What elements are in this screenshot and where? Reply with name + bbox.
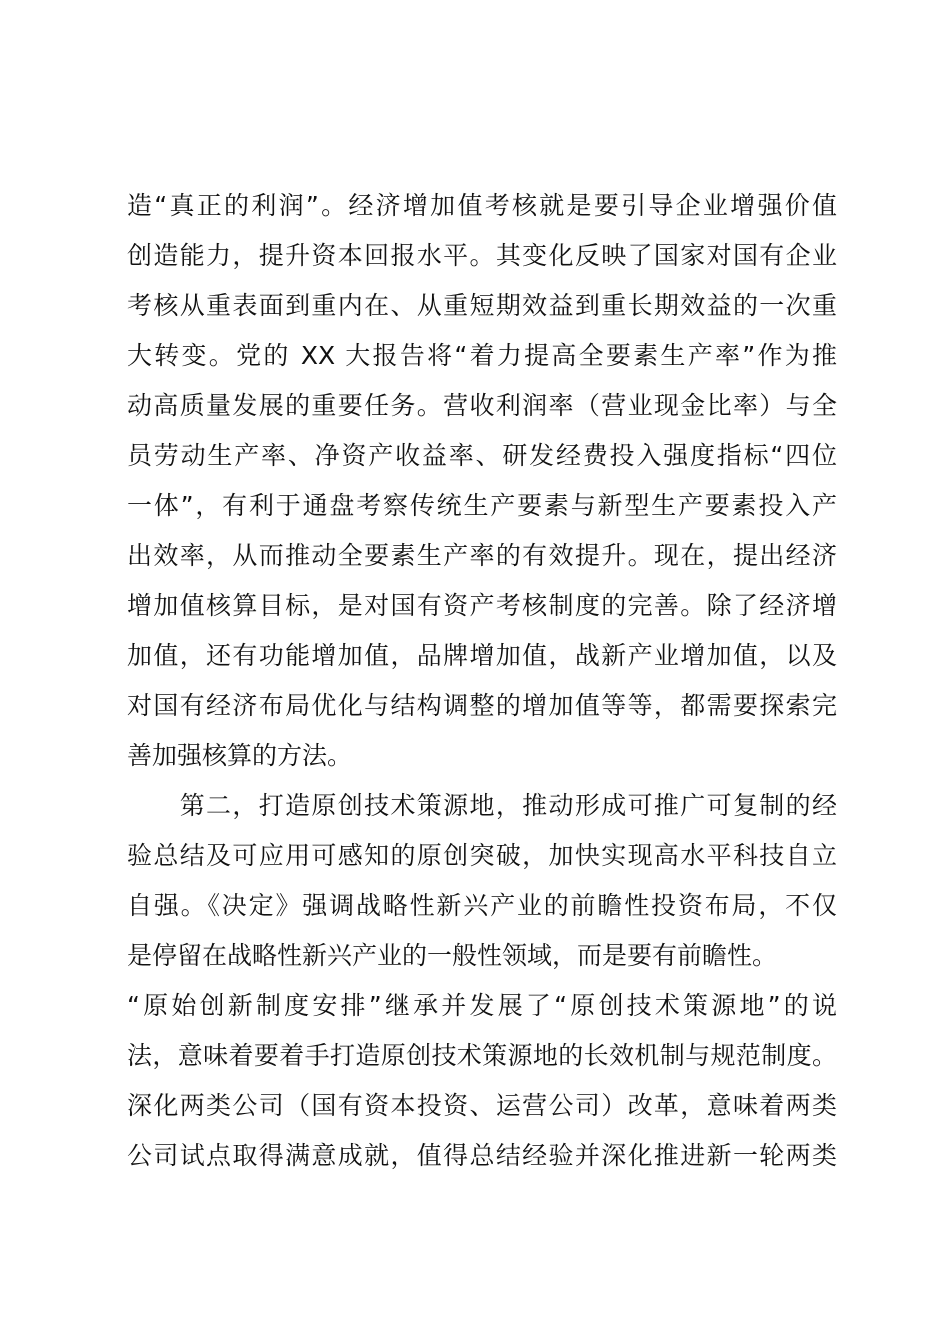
text-line: 增加值核算目标，是对国有资产考核制度的完善。除了经济增 (127, 591, 837, 620)
text-line: 大转变。党的 XX 大报告将“着力提高全要素生产率”作为推 (127, 341, 837, 370)
paragraph-first-line: 第二，打造原创技术策源地，推动形成可推广可复制的经 (127, 791, 837, 820)
text-line: 深化两类公司（国有资本投资、运营公司）改革，意味着两类 (127, 1091, 837, 1120)
text-line: 出效率，从而推动全要素生产率的有效提升。现在，提出经济 (127, 541, 837, 570)
text-line: 创造能力，提升资本回报水平。其变化反映了国家对国有企业 (127, 241, 837, 270)
text-line: 员劳动生产率、净资产收益率、研发经费投入强度指标“四位 (127, 441, 837, 470)
text-line: “原始创新制度安排”继承并发展了“原创技术策源地”的说 (127, 991, 837, 1020)
paragraph-end-line: 善加强核算的方法。 (127, 741, 353, 770)
text-line: 法，意味着要着手打造原创技术策源地的长效机制与规范制度。 (127, 1041, 837, 1070)
text-line: 一体”，有利于通盘考察传统生产要素与新型生产要素投入产 (127, 491, 837, 520)
text-line: 对国有经济布局优化与结构调整的增加值等等，都需要探索完 (127, 691, 837, 720)
text-line: 动高质量发展的重要任务。营收利润率（营业现金比率）与全 (127, 391, 837, 420)
text-line: 考核从重表面到重内在、从重短期效益到重长期效益的一次重 (127, 291, 837, 320)
text-line: 加值，还有功能增加值，品牌增加值，战新产业增加值，以及 (127, 641, 837, 670)
text-line: 造“真正的利润”。经济增加值考核就是要引导企业增强价值 (127, 191, 837, 220)
text-line: 是停留在战略性新兴产业的一般性领域，而是要有前瞻性。 (127, 941, 778, 970)
text-line: 公司试点取得满意成就，值得总结经验并深化推进新一轮两类 (127, 1141, 837, 1170)
text-line: 验总结及可应用可感知的原创突破，加快实现高水平科技自立 (127, 841, 837, 870)
text-line: 自强。《决定》强调战略性新兴产业的前瞻性投资布局，不仅 (127, 891, 837, 920)
